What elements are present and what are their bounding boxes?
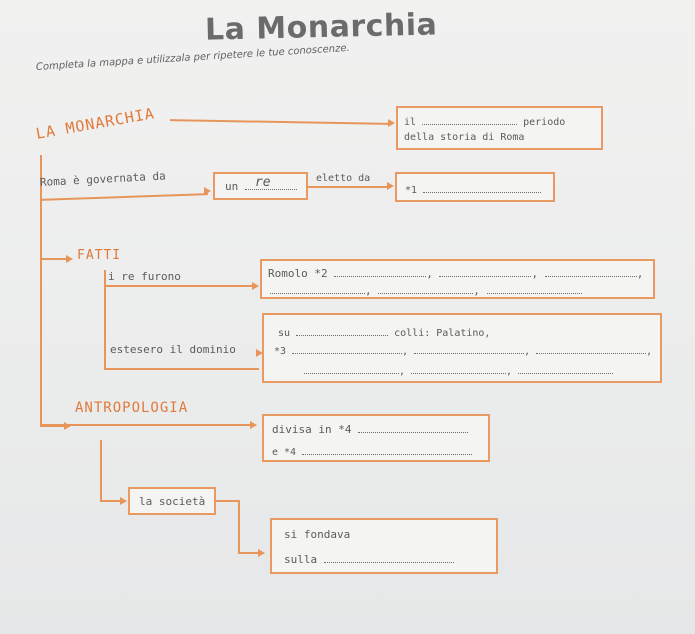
domain-box: su colli: Palatino, *3 , , , , , [262, 313, 662, 383]
arrow-icon [66, 255, 73, 263]
fondava-h [216, 500, 240, 502]
fatti-connector [40, 258, 68, 260]
elector-marker: *1 [405, 185, 418, 196]
domain-blank-3[interactable] [414, 343, 524, 354]
fondava-line2: sulla [284, 553, 318, 566]
domain-blank-2[interactable] [292, 343, 402, 354]
antro-title: ANTROPOLOGIA [75, 400, 189, 416]
root-label: LA MONARCHIA [34, 104, 157, 143]
fondava-line1: si fondava [284, 528, 351, 541]
period-box [396, 106, 603, 150]
fondava-h2 [238, 552, 260, 554]
domain-blank-5[interactable] [304, 363, 399, 374]
govern-label: Roma è governata da [39, 169, 167, 189]
fatti-title: FATTI [77, 248, 122, 263]
elected-label: eletto da [316, 173, 371, 184]
divisa-blank-2[interactable] [302, 444, 472, 455]
domain-blank-6[interactable] [411, 363, 506, 374]
society-box [128, 487, 216, 515]
domain-marker: *3 [274, 346, 287, 357]
kings-box-text: Romolo *2 [268, 267, 328, 280]
arrow-icon [120, 497, 127, 505]
divisa-line1: divisa in *4 [272, 423, 352, 436]
kings-label: i re furono [108, 270, 181, 283]
society-vertical [100, 440, 102, 502]
instruction-text: Completa la mappa e utilizzala per ripetere le tue conoscenze. [35, 42, 350, 73]
governor-blank[interactable] [245, 175, 297, 190]
page-title: La Monarchia [204, 7, 438, 48]
kings-line [104, 285, 254, 287]
arrow-icon [252, 282, 259, 290]
kings-blank-6[interactable] [487, 283, 582, 294]
governor-box-label: un [225, 180, 239, 193]
kings-blank-4[interactable] [270, 283, 365, 294]
domain-su: su [278, 328, 291, 339]
governor-handwritten: re [254, 175, 271, 190]
kings-blank-3[interactable] [545, 266, 637, 277]
society-label: la società [139, 495, 206, 508]
fondava-vertical [238, 500, 240, 552]
domain-line [104, 368, 259, 370]
kings-box: Romolo *2 , , , , , [260, 259, 655, 299]
divisa-blank-1[interactable] [358, 422, 468, 433]
domain-label: estesero il dominio [110, 343, 236, 356]
period-prefix: il [404, 117, 417, 128]
elector-blank[interactable] [423, 182, 541, 193]
domain-blank-7[interactable] [518, 363, 613, 374]
arrow-icon [258, 549, 265, 557]
domain-colli: colli: Palatino, [394, 328, 491, 339]
kings-blank-2[interactable] [439, 266, 531, 277]
kings-blank-1[interactable] [334, 266, 426, 277]
elector-box [395, 172, 555, 202]
period-suffix: periodo [523, 117, 566, 128]
connector-line [170, 119, 390, 125]
kings-blank-5[interactable] [378, 283, 473, 294]
trunk-line [40, 155, 42, 425]
arrow-icon [387, 182, 394, 190]
govern-underline [40, 193, 208, 201]
divisa-line2: e *4 [272, 447, 297, 458]
antro-underline [40, 424, 252, 426]
arrow-icon [250, 421, 257, 429]
period-line2: della storia di Roma [404, 132, 525, 143]
divisa-box [262, 414, 490, 462]
arrow-icon [388, 119, 395, 127]
period-blank[interactable] [422, 114, 517, 125]
domain-blank-4[interactable] [536, 343, 646, 354]
fondava-blank[interactable] [324, 552, 454, 563]
arrow-icon [204, 187, 211, 195]
society-h [100, 500, 122, 502]
governor-box [213, 172, 308, 200]
fondava-box [270, 518, 498, 574]
elected-line [308, 186, 388, 188]
domain-blank-1[interactable] [296, 325, 388, 336]
